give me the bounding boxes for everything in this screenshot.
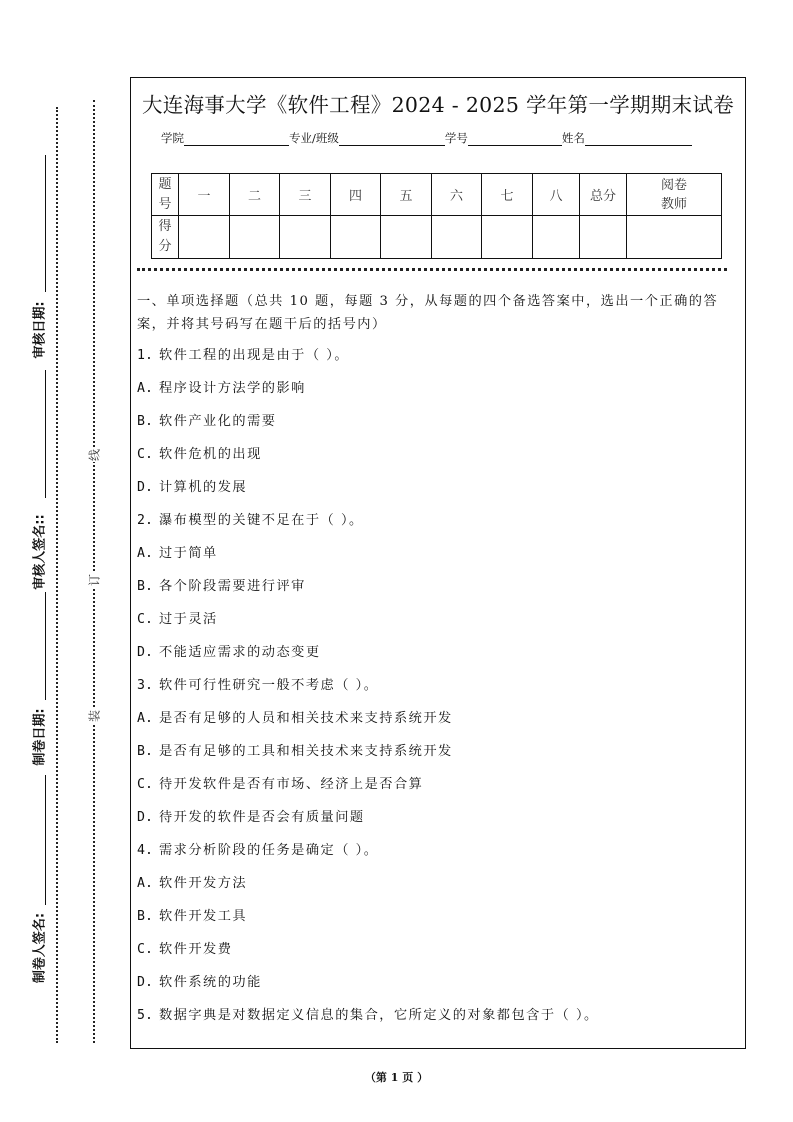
col-header-3: 三 [280, 174, 331, 216]
option-c: C. 待开发软件是否有市场、经济上是否合算 [137, 777, 424, 792]
review-date-label: 审核日期: [32, 301, 48, 359]
option-a: A. 程序设计方法学的影响 [137, 381, 306, 396]
score-table-header-row [152, 174, 722, 216]
score-cell-4[interactable] [331, 216, 381, 259]
score-cell-1[interactable] [179, 216, 230, 259]
binding-mark-stitch: 装 [87, 709, 102, 723]
score-cell-3[interactable] [280, 216, 331, 259]
option-b: B. 软件产业化的需要 [137, 414, 277, 429]
question-stem: 2. 瀑布模型的关键不足在于（ ）。 [137, 513, 364, 528]
option-a: A. 软件开发方法 [137, 876, 248, 891]
college-field[interactable] [184, 133, 289, 146]
question-2 [137, 510, 735, 675]
question-4 [137, 840, 735, 1005]
exam-frame [130, 77, 746, 1049]
section-heading: 一、单项选择题（总共 10 题，每题 3 分，从每题的四个备选答案中，选出一个正确的答案，并将其号码写在题干后的括号内） [137, 294, 719, 332]
col-header-1: 一 [179, 174, 230, 216]
col-header-2: 二 [230, 174, 280, 216]
score-cell-2[interactable] [230, 216, 280, 259]
exam-content [137, 290, 735, 1038]
score-table [151, 173, 722, 259]
score-cell-total[interactable] [580, 216, 627, 259]
col-header-7: 七 [482, 174, 533, 216]
col-header-4: 四 [331, 174, 381, 216]
field-label-major-class: 专业/班级 [289, 131, 339, 145]
score-label: 得 分 [152, 216, 179, 259]
binding-mark-line: 线 [87, 448, 102, 462]
reviewer-signature-label: 审核人签名:: [32, 514, 48, 590]
question-5 [137, 1005, 735, 1038]
option-d: D. 不能适应需求的动态变更 [137, 645, 321, 660]
field-label-name: 姓名 [561, 131, 585, 145]
dotted-separator [137, 268, 727, 271]
binding-dotted-line-inner [56, 107, 58, 1043]
question-1 [137, 345, 735, 510]
option-d: D. 软件系统的功能 [137, 975, 262, 990]
option-b: B. 是否有足够的工具和相关技术来支持系统开发 [137, 744, 453, 759]
col-header-grader: 阅卷 教师 [627, 174, 722, 216]
student-id-field[interactable] [468, 133, 562, 146]
score-cell-7[interactable] [482, 216, 533, 259]
preparer-signature-label: 制卷人签名: [32, 912, 48, 984]
option-c: C. 软件开发费 [137, 942, 233, 957]
col-header-6: 六 [432, 174, 482, 216]
binding-dotted-line-outer [93, 100, 95, 1043]
question-3 [137, 675, 735, 840]
prepare-date-label: 制卷日期: [32, 708, 48, 766]
question-stem: 4. 需求分析阶段的任务是确定（ ）。 [137, 843, 379, 858]
score-cell-grader[interactable] [627, 216, 722, 259]
name-field[interactable] [585, 133, 692, 146]
col-header-total: 总分 [580, 174, 627, 216]
option-d: D. 计算机的发展 [137, 480, 248, 495]
col-header-5: 五 [381, 174, 432, 216]
question-stem: 3. 软件可行性研究一般不考虑（ ）。 [137, 678, 379, 693]
option-c: C. 过于灵活 [137, 612, 218, 627]
exam-title: 大连海事大学《软件工程》2024 - 2025 学年第一学期期末试卷 [141, 93, 735, 117]
score-cell-6[interactable] [432, 216, 482, 259]
option-a: A. 是否有足够的人员和相关技术来支持系统开发 [137, 711, 453, 726]
field-label-college: 学院 [161, 131, 184, 145]
col-header-8: 八 [533, 174, 580, 216]
question-number-label: 题 号 [152, 174, 179, 216]
field-label-student-id: 学号 [444, 131, 468, 145]
score-cell-8[interactable] [533, 216, 580, 259]
student-info-row [161, 130, 692, 146]
question-stem: 5. 数据字典是对数据定义信息的集合，它所定义的对象都包含于（ ）。 [137, 1008, 599, 1023]
signature-line-reviewer [45, 370, 46, 498]
signature-line-review-date [45, 155, 46, 292]
binding-mark-bind: 订 [87, 573, 102, 587]
option-c: C. 软件危机的出现 [137, 447, 262, 462]
question-stem: 1. 软件工程的出现是由于（ ）。 [137, 348, 350, 363]
option-b: B. 软件开发工具 [137, 909, 248, 924]
score-table-score-row [152, 216, 722, 259]
option-d: D. 待开发的软件是否会有质量问题 [137, 810, 365, 825]
signature-line-prepare-date [45, 592, 46, 700]
signature-line-preparer [45, 775, 46, 905]
option-b: B. 各个阶段需要进行评审 [137, 579, 306, 594]
option-a: A. 过于简单 [137, 546, 218, 561]
major-class-field[interactable] [339, 133, 445, 146]
page-number: （第 1 页 ） [364, 1071, 429, 1084]
score-cell-5[interactable] [381, 216, 432, 259]
